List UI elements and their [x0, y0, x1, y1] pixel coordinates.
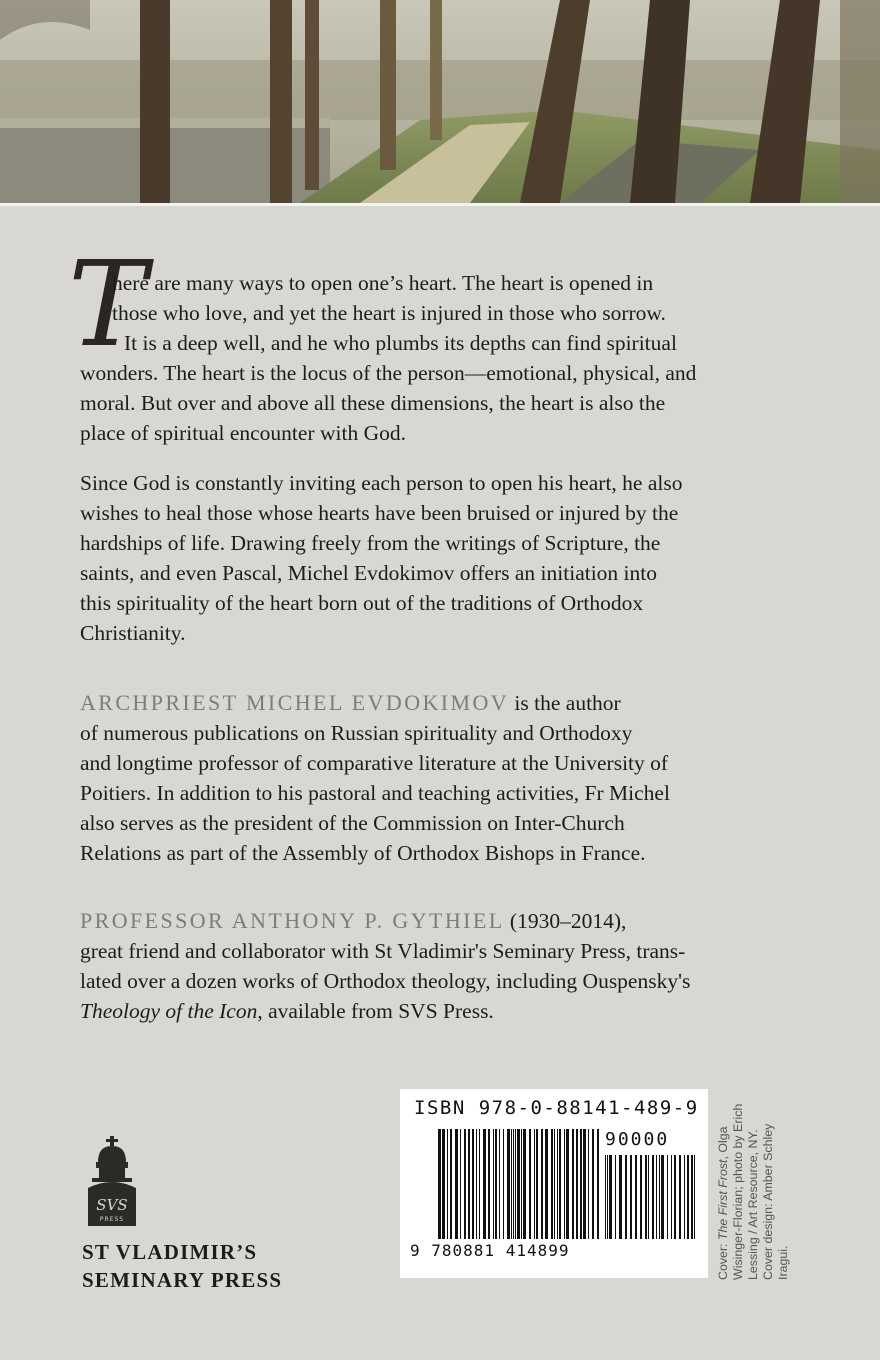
barcode-bar: [499, 1129, 500, 1239]
barcode-bar: [521, 1129, 522, 1239]
barcode-bar: [583, 1129, 586, 1239]
barcode-bar: [661, 1155, 664, 1239]
cover-credit: [716, 1100, 826, 1280]
barcode-bar: [511, 1129, 512, 1239]
barcode-bar: [479, 1129, 480, 1239]
barcode-bar: [691, 1155, 693, 1239]
barcode-bar: [630, 1155, 632, 1239]
barcode-bar: [536, 1129, 538, 1239]
barcode-bar: [483, 1129, 486, 1239]
author-bio: [80, 688, 815, 868]
barcode-bar: [529, 1129, 531, 1239]
barcode-bar: [464, 1129, 466, 1239]
translator-bio-line: , available from SVS Press.: [257, 999, 494, 1023]
barcode-bar: [609, 1155, 612, 1239]
translator-name: PROFESSOR ANTHONY P. GYTHIEL: [80, 908, 505, 933]
translator-bio: [80, 906, 815, 1026]
publisher-name: [82, 1238, 282, 1294]
barcode-bar: [438, 1129, 441, 1239]
barcode-bars: [438, 1129, 602, 1249]
barcode-bar: [503, 1129, 504, 1239]
barcode-bar: [447, 1129, 448, 1239]
blurb-line: hardships of life. Drawing freely from the writings of Scripture, the: [80, 531, 661, 555]
barcode-bar: [554, 1129, 555, 1239]
barcode-bar: [572, 1129, 574, 1239]
publisher-logo: [84, 1136, 140, 1228]
translator-bio-line: great friend and collaborator with St Vladimir's Seminary Press, trans-: [80, 939, 686, 963]
blurb-line: place of spiritual encounter with God.: [80, 421, 406, 445]
barcode-bar: [592, 1129, 594, 1239]
blurb-line: Since God is constantly inviting each person to open his heart, he also: [80, 471, 683, 495]
translator-bio-line: lated over a dozen works of Orthodox theology, including Ouspensky's: [80, 969, 691, 993]
author-name: ARCHPRIEST MICHEL EVDOKIMOV: [80, 690, 510, 715]
credit-prefix: Cover:: [716, 1240, 730, 1280]
barcode-bar: [541, 1129, 543, 1239]
author-bio-line: Poitiers. In addition to his pastoral and teaching activities, Fr Michel: [80, 781, 670, 805]
barcode-bar: [605, 1155, 606, 1239]
blurb-line: wonders. The heart is the locus of the person—emotional, physical, and: [80, 361, 697, 385]
credit-painting-title: The First Frost: [716, 1159, 730, 1241]
blurb-line: It is a deep well, and he who plumbs its depths can find spiritual: [124, 331, 677, 355]
barcode-bar: [635, 1155, 637, 1239]
barcode-bar: [476, 1129, 477, 1239]
author-bio-line: also serves as the president of the Commission on Inter-Church: [80, 811, 625, 835]
barcode-bar: [564, 1129, 565, 1239]
barcode-bar: [493, 1129, 494, 1239]
author-bio-line: Relations as part of the Assembly of Orthodox Bishops in France.: [80, 841, 646, 865]
barcode-bar: [645, 1155, 647, 1239]
barcode-bar: [667, 1155, 668, 1239]
barcode-bar: [652, 1155, 654, 1239]
barcode-box: [400, 1089, 708, 1278]
barcode-bar: [656, 1155, 657, 1239]
logo-subtext: PRESS: [99, 1216, 125, 1223]
barcode-bar: [545, 1129, 548, 1239]
blurb-paragraph-1: [68, 235, 815, 448]
barcode-bar: [588, 1129, 589, 1239]
barcode-bar: [597, 1129, 599, 1239]
barcode-bar: [694, 1155, 695, 1239]
barcode-bar: [615, 1155, 616, 1239]
barcode-bar: [557, 1129, 558, 1239]
publisher-name-line: SEMINARY PRESS: [82, 1268, 283, 1292]
barcode-bar: [679, 1155, 681, 1239]
barcode-bar: [671, 1155, 672, 1239]
blurb-line: saints, and even Pascal, Michel Evdokimov offers an initiation into: [80, 561, 658, 585]
barcode-bar: [472, 1129, 474, 1239]
barcode-bar: [607, 1155, 608, 1239]
barcode-bar: [648, 1155, 649, 1239]
barcode-bar: [488, 1129, 490, 1239]
book-title: Theology of the Icon: [80, 999, 258, 1023]
barcode-bar: [442, 1129, 445, 1239]
blurb-line: moral. But over and above all these dimensions, the heart is also the: [80, 391, 666, 415]
author-bio-line: and longtime professor of comparative literature at the University of: [80, 751, 669, 775]
barcode-bar: [523, 1129, 526, 1239]
barcode-bar: [559, 1129, 561, 1239]
blurb-line: wishes to heal those whose hearts have been bruised or injured by the: [80, 501, 679, 525]
logo-text: SVS: [96, 1196, 128, 1214]
barcode-bar: [619, 1155, 622, 1239]
barcode-bar: [674, 1155, 676, 1239]
barcode-bar: [513, 1129, 514, 1239]
barcode-bar: [640, 1155, 642, 1239]
blurb-line: here are many ways to open one’s heart. The heart is opened in: [112, 271, 654, 295]
isbn-label: ISBN 978-0-88141-489-9: [414, 1097, 699, 1119]
price-code: 90000: [605, 1129, 670, 1150]
barcode-bar: [460, 1129, 461, 1239]
barcode-bar: [517, 1129, 520, 1239]
barcode-bar: [468, 1129, 470, 1239]
price-barcode-bars: [605, 1155, 697, 1245]
barcode-bar: [684, 1155, 685, 1239]
barcode-bar: [687, 1155, 689, 1239]
barcode-bar: [576, 1129, 578, 1239]
barcode-bar: [625, 1155, 627, 1239]
barcode-bar: [659, 1155, 660, 1239]
blurb-line: those who love, and yet the heart is injured in those who sorrow.: [112, 301, 666, 325]
translator-bio-line: (1930–2014),: [504, 909, 627, 933]
author-bio-line: is the author: [509, 691, 621, 715]
drop-cap: T: [68, 235, 147, 373]
publisher-name-line: ST VLADIMIR’S: [82, 1240, 258, 1264]
ean-digits: 9 780881 414899: [410, 1241, 570, 1260]
blurb-line: Christianity.: [80, 621, 186, 645]
author-bio-line: of numerous publications on Russian spirituality and Orthodoxy: [80, 721, 633, 745]
credit-text: , Olga Wisinger-Florian; photo by Erich Lessing / Art Resource, NY. Cover design: Amber Schley Iragui.: [716, 1103, 790, 1280]
barcode-bar: [515, 1129, 516, 1239]
barcode-bar: [495, 1129, 497, 1239]
barcode-bar: [566, 1129, 569, 1239]
barcode-bar: [455, 1129, 458, 1239]
barcode-bar: [580, 1129, 582, 1239]
barcode-bar: [507, 1129, 510, 1239]
barcode-bar: [534, 1129, 535, 1239]
blurb-paragraph-2: [80, 468, 815, 648]
cover-painting: [0, 0, 880, 203]
barcode-bar: [551, 1129, 553, 1239]
barcode-bar: [450, 1129, 452, 1239]
blurb-line: this spirituality of the heart born out of the traditions of Orthodox: [80, 591, 644, 615]
divider-line: [0, 203, 880, 206]
